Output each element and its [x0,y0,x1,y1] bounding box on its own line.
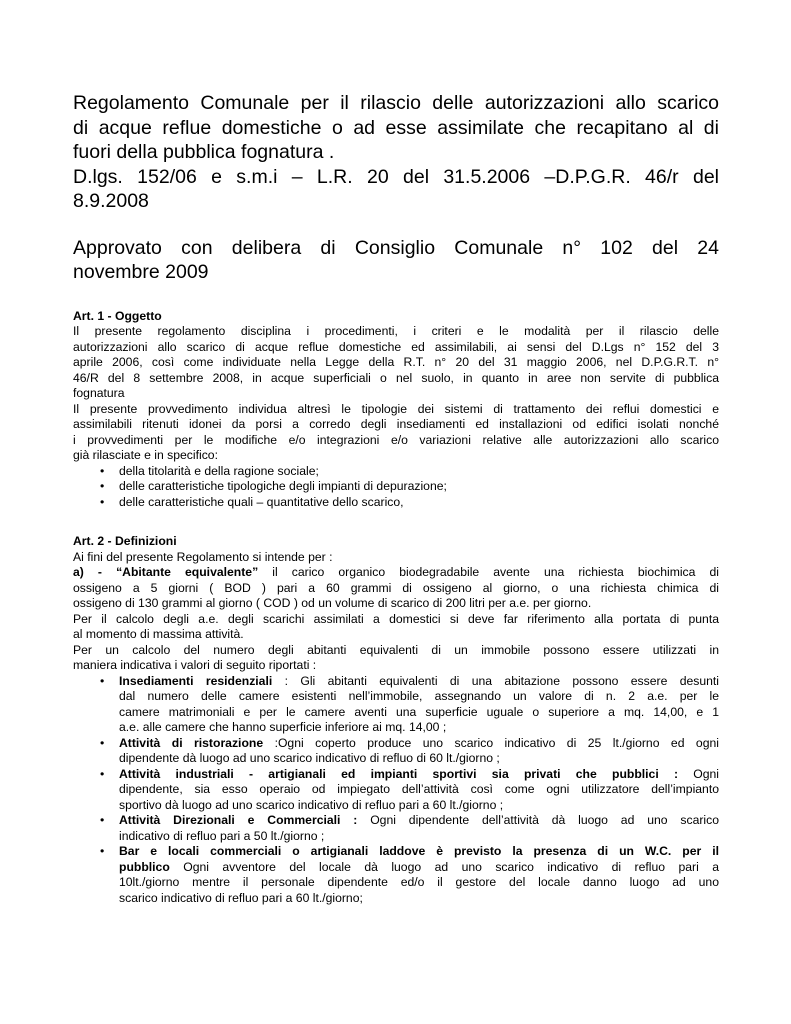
list-item-text: Ogni avventore del locale dà luogo ad uno scarico indicativo di refluo pari a [183,859,719,874]
approval-line: novembre 2009 [73,261,209,283]
text-line: scarico indicativo di refluo pari a 60 lt./giorno; [119,890,363,905]
article-1 [73,309,719,511]
bullet-icon: • [100,844,105,858]
list-item [73,813,719,844]
text-line: 46/R del 8 settembre 2008, in acque superficiali o nel suolo, in quanto in aree non servite di pubblica [73,370,719,385]
text-line [119,860,719,876]
document-title [73,91,719,214]
calc-paragraph [73,612,719,643]
text-line [119,767,719,783]
list-item-text: della titolarità e della ragione sociale; [119,463,319,478]
list-item [73,767,719,814]
list-item-text: :Ogni coperto produce uno scarico indicativo di 25 lt./giorno ed ogni [274,735,719,750]
list-item [73,464,719,480]
text-line: a.e. alle camere che hanno superficie inferiore ai mq. 14,00 ; [119,720,447,734]
article-2-heading: Art. 2 - Definizioni [73,534,177,548]
list-item-bold: pubblico [119,859,170,874]
list-item [73,495,719,511]
article-1-heading: Art. 1 - Oggetto [73,308,162,323]
title-line: Regolamento Comunale per il rilascio delle autorizzazioni allo scarico [73,92,719,114]
definition-a-label: a) - “Abitante equivalente” [73,565,259,579]
bullet-icon: • [100,494,105,509]
bullet-icon: • [100,735,105,750]
text-line [119,813,719,829]
text-line: autorizzazioni allo scarico di acque reflue domestiche ed assimilabili, ai sensi del D.Lgs n° 152 del 3 [73,339,719,354]
list-item [73,844,719,906]
text-line: dipendente, sia esso operaio od impiegato dell’attività così come ogni utilizzatore dell’impianto [119,782,719,796]
definition-a-text: il carico organico biodegradabile avente una richiesta biochimica di [272,565,719,579]
article-1-bullet-list [73,464,719,511]
text-line: i provvedimenti per le modifiche e/o integrazioni e/o variazioni relative alle autorizzazioni allo scarico [73,432,719,447]
document-page [73,91,719,906]
text-line: indicativo di refluo pari a 50 lt./giorno ; [119,828,325,843]
text-line: ossigeno di 130 grammi al giorno ( COD ) od un volume di scarico di 200 litri per a.e. per giorno. [73,596,592,610]
article-1-paragraph-1 [73,324,719,402]
text-line: camere matrimoniali e per le camere aventi una superficie uguale o superiore a mq. 14,00, e 1 [119,704,719,719]
bullet-icon: • [100,813,105,827]
text-line: sportivo dà luogo ad uno scarico indicativo di refluo pari a 60 lt./giorno ; [119,797,504,812]
article-1-paragraph-2 [73,402,719,464]
text-line [73,565,719,581]
text-line: Per il calcolo degli a.e. degli scarichi assimilati a domestici si deve far riferimento alla portata di punta [73,611,719,626]
title-line: 8.9.2008 [73,190,149,212]
list-item-text: delle caratteristiche tipologiche degli impianti di depurazione; [119,479,447,493]
bullet-icon: • [100,479,105,493]
text-line: dal numero delle camere esistenti nell’immobile, assegnando un valore di n. 2 a.e. per le [119,689,719,703]
list-item [73,674,719,736]
text-line: assimilabili ritenuti idonei da porsi a corredo degli insediamenti ed installazioni od edifici isolati nonché [73,417,719,431]
text-line: dipendente dà luogo ad uno scarico indicativo di refluo di 60 lt./giorno ; [119,751,500,765]
text-line: al momento di massima attività. [73,627,244,641]
text-line: aprile 2006, così come individuate nella Legge della R.T. n° 20 del 31 maggio 2006, nel D.P.G.R.T. n° [73,355,719,369]
bullet-icon: • [100,766,105,781]
title-line: fuori della pubblica fognatura . [73,141,335,163]
title-line: di acque reflue domestiche o ad esse assimilate che recapitano al di [73,116,719,139]
text-line: maniera indicativa i valori di seguito riportati : [73,658,317,672]
title-line: D.lgs. 152/06 e s.m.i – L.R. 20 del 31.5.2006 –D.P.G.R. 46/r del [73,165,719,188]
list-item-text: delle caratteristiche quali – quantitative dello scarico, [119,494,404,509]
text-line [119,674,719,690]
approval-note [73,236,719,285]
list-item-text: Ogni [693,766,720,781]
list-item-text: : Gli abitanti equivalenti di una abitazione possono essere desunti [284,673,719,688]
text-line: già rilasciate e in specifico: [73,448,218,462]
article-2-bullet-list [73,674,719,907]
count-paragraph [73,643,719,674]
text-line [119,736,719,752]
text-line: 10lt./giorno mentre il personale dipendente ed/o il gestore del locale danno luogo ad uno [119,875,719,889]
list-item-text: Ogni dipendente dell’attività dà luogo ad uno scarico [370,813,719,827]
bullet-icon: • [100,673,105,688]
text-line: Per un calcolo del numero degli abitanti equivalenti di un immobile possono essere utilizzati in [73,642,719,657]
text-line: ossigeno a 5 giorni ( BOD ) pari a 60 grammi di ossigeno al giorno, o una richiesta chimica di [73,580,719,595]
list-item-bold: Attività di ristorazione [119,735,264,750]
list-item-bold: Insediamenti residenziali [119,673,273,688]
text-line: fognatura [73,386,125,400]
bullet-icon: • [100,463,105,478]
list-item [73,736,719,767]
list-item-bold: Attività industriali - artigianali ed impianti sportivi sia privati che pubblici : [119,766,679,781]
list-item [73,479,719,495]
text-line: Il presente regolamento disciplina i procedimenti, i criteri e le modalità per il rilascio delle [73,324,719,338]
article-2 [73,534,719,906]
list-item-bold: Attività Direzionali e Commerciali : [119,813,358,827]
definition-a [73,565,719,612]
approval-line: Approvato con delibera di Consiglio Comunale n° 102 del 24 [73,236,719,259]
text-line: Il presente provvedimento individua altresì le tipologie dei sistemi di trattamento dei reflui domestici e [73,401,719,416]
article-2-intro: Ai fini del presente Regolamento si intende per : [73,549,333,564]
list-item-bold: Bar e locali commerciali o artigianali laddove è previsto la presenza di un W.C. per il [119,844,719,858]
